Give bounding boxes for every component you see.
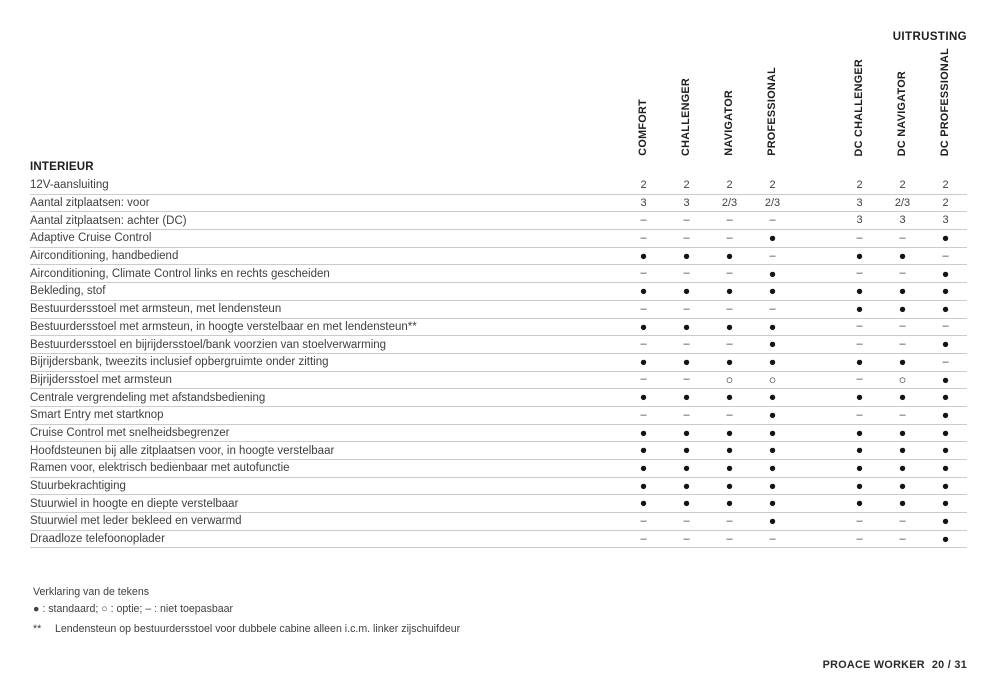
value-cell: – <box>769 302 776 315</box>
value-cell: – <box>856 532 863 545</box>
feature-label: Bestuurdersstoel met armsteun, met lendensteun <box>30 303 282 316</box>
table-row <box>30 230 967 248</box>
value-cell: ● <box>725 461 734 476</box>
value-cell: ● <box>941 478 950 493</box>
value-cell: ● <box>639 425 648 440</box>
value-cell: ● <box>855 390 864 405</box>
table-row <box>30 478 967 496</box>
value-cell: 2 <box>683 178 690 191</box>
value-cell: ● <box>855 284 864 299</box>
value-cell: ○ <box>768 372 777 387</box>
value-cell: – <box>856 408 863 421</box>
table-row <box>30 442 967 460</box>
value-cell: – <box>683 231 690 244</box>
value-cell: 2/3 <box>764 196 781 209</box>
legend-symbols-line: ● : standaard; ○ : optie; – : niet toepasbaar <box>33 602 234 615</box>
value-cell: ● <box>639 443 648 458</box>
value-cell: ● <box>682 248 691 263</box>
value-cell: ● <box>682 496 691 511</box>
value-cell: ● <box>768 425 777 440</box>
value-cell: ● <box>725 425 734 440</box>
value-cell: – <box>726 214 733 227</box>
value-cell: – <box>640 302 647 315</box>
feature-label: Stuurwiel met leder bekleed en verwarmd <box>30 515 242 528</box>
value-cell: ● <box>941 461 950 476</box>
value-cell: ● <box>682 319 691 334</box>
value-cell: – <box>769 249 776 262</box>
value-cell: – <box>856 514 863 527</box>
value-cell: ● <box>725 496 734 511</box>
value-cell: ● <box>682 478 691 493</box>
table-row <box>30 301 967 319</box>
value-cell: ● <box>941 266 950 281</box>
feature-label: Smart Entry met startknop <box>30 409 164 422</box>
value-cell: – <box>856 338 863 351</box>
value-cell: – <box>683 408 690 421</box>
value-cell: – <box>899 231 906 244</box>
section-title: INTERIEUR <box>30 160 94 173</box>
feature-label: Bijrijdersstoel met armsteun <box>30 373 172 386</box>
value-cell: ● <box>941 514 950 529</box>
feature-label: Aantal zitplaatsen: voor <box>30 197 150 210</box>
value-cell: ● <box>725 443 734 458</box>
feature-label: Draadloze telefoonoplader <box>30 533 165 546</box>
value-cell: ● <box>768 478 777 493</box>
value-cell: ● <box>898 284 907 299</box>
value-cell: ● <box>898 461 907 476</box>
feature-label: 12V-aansluiting <box>30 179 109 192</box>
page-footer <box>823 659 967 671</box>
table-row <box>30 495 967 513</box>
value-cell: ● <box>725 284 734 299</box>
value-cell: 2/3 <box>721 196 738 209</box>
value-cell: ● <box>768 337 777 352</box>
value-cell: 2 <box>942 178 949 191</box>
table-row <box>30 372 967 390</box>
table-row <box>30 531 967 549</box>
value-cell: ● <box>639 248 648 263</box>
value-cell: ● <box>768 461 777 476</box>
feature-label: Bekleding, stof <box>30 285 106 298</box>
value-cell: – <box>683 338 690 351</box>
table-row <box>30 319 967 337</box>
value-cell: 2 <box>942 196 949 209</box>
value-cell: ● <box>898 354 907 369</box>
column-header-professional: PROFESSIONAL <box>766 67 779 156</box>
value-cell: ● <box>855 461 864 476</box>
value-cell: – <box>899 514 906 527</box>
value-cell: – <box>640 338 647 351</box>
column-header-navigator: NAVIGATOR <box>723 90 736 156</box>
feature-label: Ramen voor, elektrisch bedienbaar met autofunctie <box>30 462 290 475</box>
value-cell: ● <box>855 248 864 263</box>
value-cell: – <box>640 231 647 244</box>
value-cell: 3 <box>640 196 647 209</box>
value-cell: – <box>683 267 690 280</box>
feature-label: Cruise Control met snelheidsbegrenzer <box>30 426 230 439</box>
column-header-dc-challenger: DC CHALLENGER <box>853 58 866 156</box>
table-row <box>30 177 967 195</box>
value-cell: – <box>942 320 949 333</box>
table-row <box>30 407 967 425</box>
value-cell: ● <box>855 496 864 511</box>
value-cell: – <box>726 514 733 527</box>
value-cell: ● <box>768 266 777 281</box>
value-cell: ● <box>898 425 907 440</box>
value-cell: – <box>899 320 906 333</box>
value-cell: ● <box>768 231 777 246</box>
value-cell: – <box>726 532 733 545</box>
value-cell: ● <box>941 337 950 352</box>
value-cell: – <box>899 408 906 421</box>
value-cell: – <box>683 214 690 227</box>
value-cell: ● <box>682 461 691 476</box>
value-cell: ● <box>682 425 691 440</box>
feature-label: Adaptive Cruise Control <box>30 232 152 245</box>
legend <box>33 586 233 615</box>
value-cell: – <box>726 231 733 244</box>
value-cell: ● <box>855 443 864 458</box>
value-cell: – <box>640 373 647 386</box>
value-cell: ● <box>725 478 734 493</box>
value-cell: – <box>899 267 906 280</box>
value-cell: ● <box>898 390 907 405</box>
table-row <box>30 265 967 283</box>
value-cell: – <box>640 532 647 545</box>
value-cell: 3 <box>683 196 690 209</box>
value-cell: 2 <box>726 178 733 191</box>
value-cell: ● <box>768 443 777 458</box>
value-cell: – <box>942 355 949 368</box>
value-cell: ● <box>639 319 648 334</box>
feature-label: Bestuurdersstoel met armsteun, in hoogte verstelbaar en met lendensteun** <box>30 320 417 333</box>
value-cell: ● <box>898 478 907 493</box>
table-row <box>30 354 967 372</box>
value-cell: ● <box>941 531 950 546</box>
value-cell: 3 <box>856 196 863 209</box>
value-cell: – <box>640 267 647 280</box>
column-header-dc-navigator: DC NAVIGATOR <box>896 70 909 156</box>
value-cell: ● <box>855 478 864 493</box>
value-cell: 3 <box>856 214 863 227</box>
value-cell: – <box>640 408 647 421</box>
table-row <box>30 389 967 407</box>
value-cell: ● <box>941 284 950 299</box>
value-cell: ● <box>682 284 691 299</box>
value-cell: – <box>856 373 863 386</box>
value-cell: – <box>726 338 733 351</box>
value-cell: ● <box>855 425 864 440</box>
table-body <box>30 177 967 548</box>
table-row <box>30 460 967 478</box>
value-cell: – <box>899 338 906 351</box>
value-cell: 3 <box>942 214 949 227</box>
footer-page-number: 20 / 31 <box>931 659 967 671</box>
feature-label: Centrale vergrendeling met afstandsbediening <box>30 391 266 404</box>
value-cell: ● <box>855 354 864 369</box>
value-cell: ● <box>639 354 648 369</box>
value-cell: ● <box>941 443 950 458</box>
table-row <box>30 425 967 443</box>
value-cell: 2 <box>640 178 647 191</box>
value-cell: – <box>683 302 690 315</box>
footnote <box>33 623 460 635</box>
value-cell: ● <box>941 496 950 511</box>
footnote-text: Lendensteun op bestuurdersstoel voor dubbele cabine alleen i.c.m. linker zijschuifdeur <box>55 623 461 635</box>
value-cell: – <box>683 514 690 527</box>
value-cell: – <box>899 532 906 545</box>
value-cell: ● <box>941 231 950 246</box>
value-cell: 3 <box>899 214 906 227</box>
value-cell: ● <box>639 496 648 511</box>
value-cell: ● <box>941 372 950 387</box>
value-cell: – <box>942 249 949 262</box>
value-cell: ● <box>898 301 907 316</box>
value-cell: ● <box>768 496 777 511</box>
value-cell: – <box>726 267 733 280</box>
value-cell: ● <box>682 354 691 369</box>
value-cell: ● <box>898 443 907 458</box>
value-cell: ● <box>941 301 950 316</box>
value-cell: ● <box>639 478 648 493</box>
value-cell: ● <box>725 319 734 334</box>
value-cell: ● <box>768 390 777 405</box>
footnote-marker: ** <box>33 623 42 635</box>
value-cell: ● <box>941 408 950 423</box>
value-cell: ● <box>725 354 734 369</box>
value-cell: ● <box>682 390 691 405</box>
feature-label: Airconditioning, Climate Control links en rechts gescheiden <box>30 267 330 280</box>
value-cell: – <box>856 231 863 244</box>
value-cell: – <box>683 532 690 545</box>
column-header-comfort: COMFORT <box>637 99 650 156</box>
value-cell: ● <box>941 390 950 405</box>
value-cell: – <box>683 373 690 386</box>
column-header-dc-professional: DC PROFESSIONAL <box>939 47 952 156</box>
value-cell: ● <box>725 248 734 263</box>
value-cell: – <box>769 532 776 545</box>
value-cell: – <box>856 267 863 280</box>
value-cell: ● <box>639 284 648 299</box>
value-cell: – <box>640 514 647 527</box>
table-row <box>30 248 967 266</box>
footer-brand: PROACE WORKER <box>822 659 925 671</box>
value-cell: ● <box>639 461 648 476</box>
table-row <box>30 283 967 301</box>
value-cell: 2 <box>899 178 906 191</box>
value-cell: ● <box>768 354 777 369</box>
value-cell: 2 <box>856 178 863 191</box>
value-cell: ● <box>768 408 777 423</box>
table-row <box>30 513 967 531</box>
feature-label: Bestuurdersstoel en bijrijdersstoel/bank voorzien van stoelverwarming <box>30 338 387 351</box>
feature-label: Aantal zitplaatsen: achter (DC) <box>30 214 187 227</box>
value-cell: – <box>769 214 776 227</box>
value-cell: ● <box>768 284 777 299</box>
value-cell: 2/3 <box>894 196 911 209</box>
value-cell: ● <box>768 319 777 334</box>
feature-label: Stuurbekrachtiging <box>30 480 126 493</box>
value-cell: – <box>726 408 733 421</box>
value-cell: ● <box>898 496 907 511</box>
value-cell: ● <box>768 514 777 529</box>
feature-label: Hoofdsteunen bij alle zitplaatsen voor, in hoogte verstelbaar <box>30 444 335 457</box>
feature-label: Bijrijdersbank, tweezits inclusief opbergruimte onder zitting <box>30 356 329 369</box>
feature-label: Airconditioning, handbediend <box>30 250 179 263</box>
table-row <box>30 212 967 230</box>
equipment-table <box>30 46 967 548</box>
value-cell: – <box>856 320 863 333</box>
legend-title: Verklaring van de tekens <box>33 586 150 598</box>
value-cell: 2 <box>769 178 776 191</box>
value-cell: ● <box>941 425 950 440</box>
equipment-heading: UITRUSTING <box>892 31 967 43</box>
value-cell: ● <box>639 390 648 405</box>
value-cell: – <box>726 302 733 315</box>
column-header-challenger: CHALLENGER <box>680 78 693 156</box>
table-row <box>30 336 967 354</box>
value-cell: ○ <box>725 372 734 387</box>
table-header-row <box>30 46 967 156</box>
value-cell: ● <box>898 248 907 263</box>
value-cell: ● <box>855 301 864 316</box>
table-row <box>30 195 967 213</box>
value-cell: – <box>640 214 647 227</box>
value-cell: ● <box>682 443 691 458</box>
feature-label: Stuurwiel in hoogte en diepte verstelbaar <box>30 497 239 510</box>
value-cell: ○ <box>898 372 907 387</box>
value-cell: ● <box>725 390 734 405</box>
